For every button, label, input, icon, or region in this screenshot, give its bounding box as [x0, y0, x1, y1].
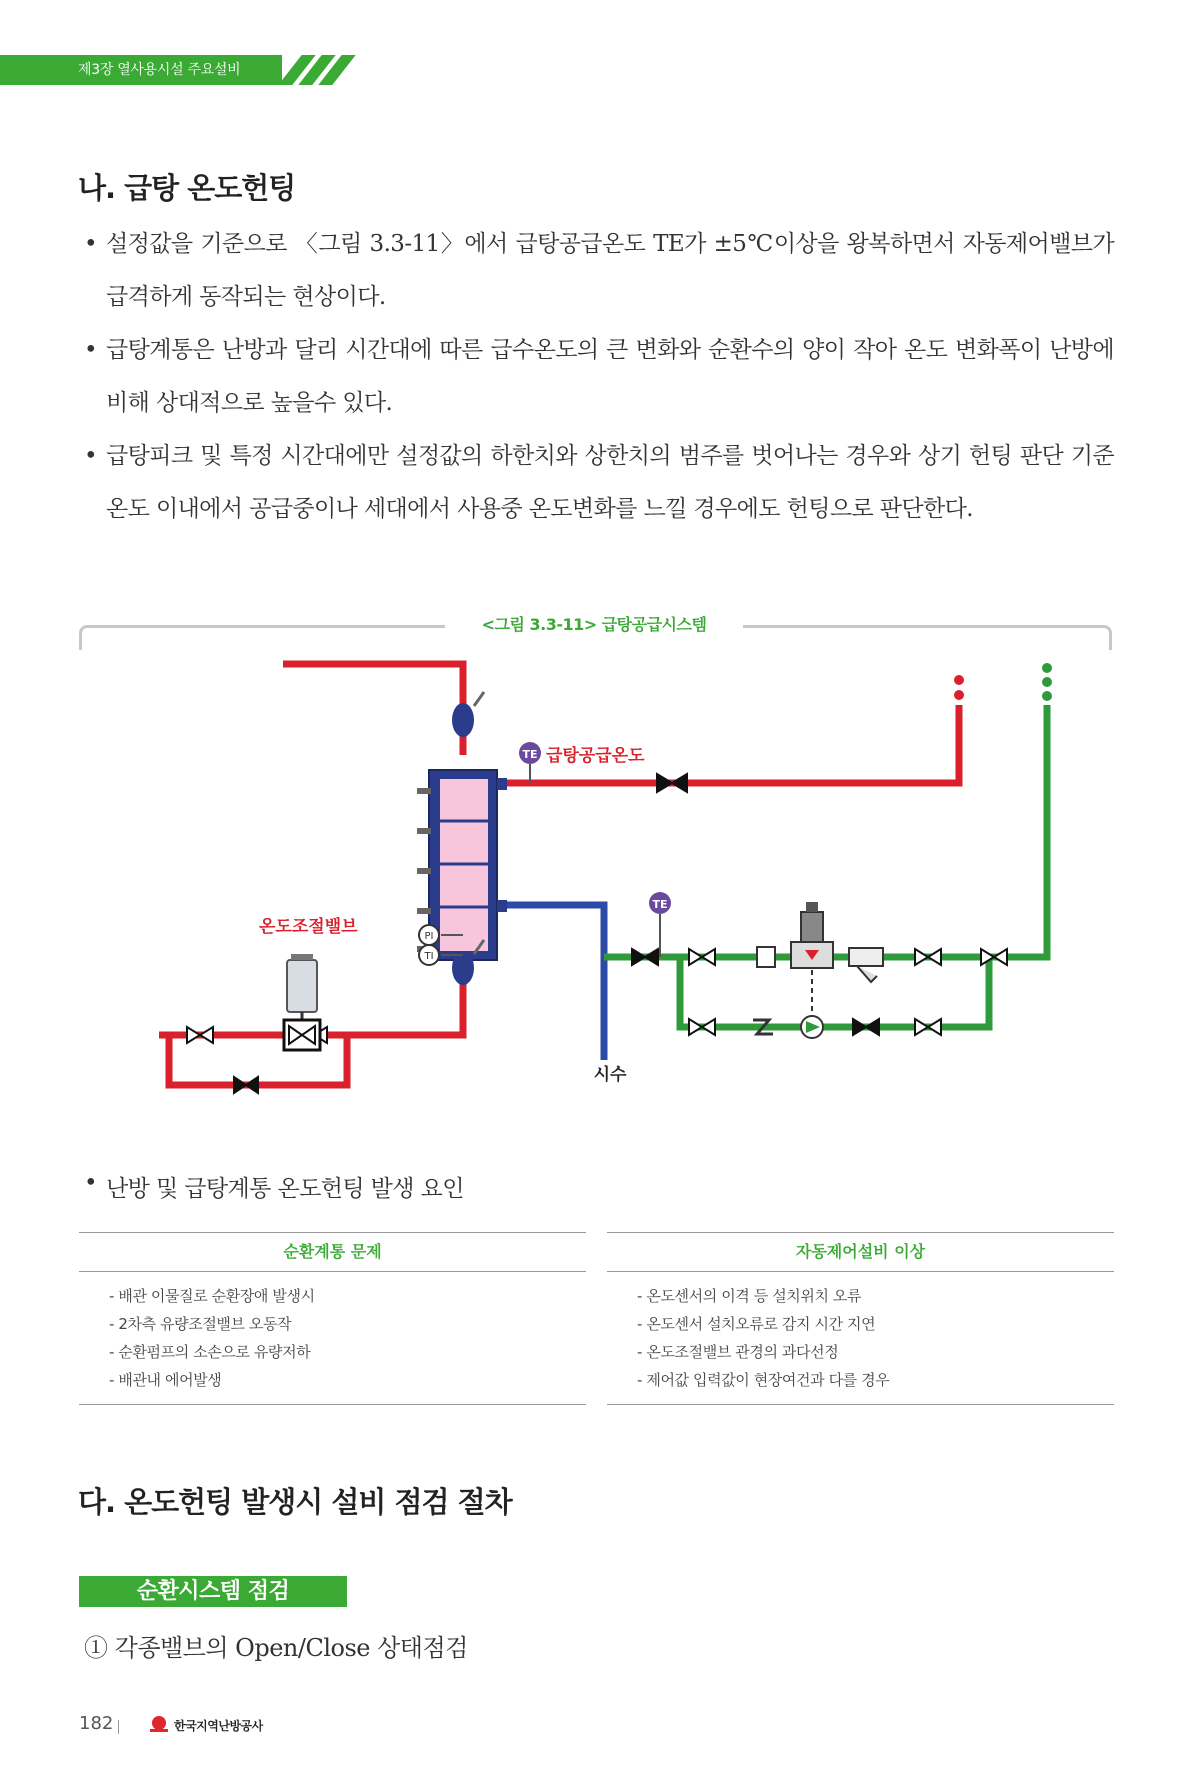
org-name: 한국지역난방공사 — [174, 1718, 263, 1733]
pi-label: PI — [424, 931, 434, 942]
valve-icon — [234, 1077, 258, 1093]
list-item: - 순환펌프의 소손으로 유량저하 — [109, 1343, 311, 1361]
pipe-dot — [1042, 691, 1052, 701]
valve-icon — [657, 774, 687, 792]
pipe-dot — [1042, 663, 1052, 673]
bullet-item: • 급탕피크 및 특정 시간대에만 설정값의 하한치와 상한치의 범주를 벗어나는 경우와 상기 헌팅 판단 기준온도 이내에서 공급중이나 세대에서 사용중 온도변화를 느낄 경우에도 헌팅으로 판단한다. — [84, 430, 1114, 536]
org-logo-icon — [148, 1715, 170, 1735]
chapter-header — [0, 55, 350, 85]
circulation-pump — [801, 1016, 823, 1038]
list-item: - 배관 이물질로 순환장애 발생시 — [109, 1287, 315, 1305]
pipe-dot — [1042, 677, 1052, 687]
list-item: - 배관내 에어발생 — [109, 1371, 222, 1389]
chapter-title: 제3장 열사용시설 주요설비 — [78, 62, 241, 78]
causes-right-header: 자동제어설비 이상 — [607, 1233, 1114, 1272]
temperature-control-valve — [284, 954, 320, 1050]
te-sensor-return — [649, 892, 671, 957]
list-item: - 2차측 유량조절밸브 오동작 — [109, 1315, 292, 1333]
city-water-label: 시수 — [593, 1065, 627, 1085]
causes-left-column — [79, 1232, 586, 1405]
causes-title: • 난방 및 급탕계통 온도헌팅 발생 요인 — [84, 1170, 464, 1203]
valve-icon — [853, 1019, 879, 1035]
list-item: - 제어값 입력값이 현장여건과 다를 경우 — [637, 1371, 890, 1389]
circulation-check-box: 순환시스템 점검 — [79, 1576, 347, 1607]
section-title-da: 다. 온도헌팅 발생시 설비 점검 절차 — [78, 1485, 512, 1519]
figure-caption: <그림 3.3-11> 급탕공급시스템 — [445, 610, 743, 640]
bullet-list — [84, 218, 1114, 536]
strainer-top — [452, 692, 484, 737]
valve-icon — [689, 949, 715, 965]
list-item: - 온도센서의 이격 등 설치위치 오류 — [637, 1287, 862, 1305]
flow-control-valve — [757, 902, 833, 968]
causes-right-list — [607, 1272, 1114, 1404]
control-valve-label: 온도조절밸브 — [259, 917, 358, 937]
bullet-item: • 급탕계통은 난방과 달리 시간대에 따른 급수온도의 큰 변화와 순환수의 양이 작아 온도 변화폭이 난방에 비해 상대적으로 높을수 있다. — [84, 324, 1114, 430]
page-number: 182 — [79, 1713, 114, 1734]
org-logo — [148, 1715, 263, 1735]
list-item: - 온도센서 설치오류로 감지 시간 지연 — [637, 1315, 876, 1333]
footer-divider — [118, 1720, 119, 1734]
bullet-item: • 설정값을 기준으로 〈그림 3.3-11〉에서 급탕공급온도 TE가 ±5℃이상을 왕복하면서 자동제어밸브가 급격하게 동작되는 현상이다. — [84, 218, 1114, 324]
valve-icon — [915, 949, 941, 965]
te-label: TE — [652, 898, 668, 911]
hot-water-supply-diagram — [79, 650, 1109, 1120]
valve-icon — [915, 1019, 941, 1035]
valve-icon — [187, 1027, 213, 1043]
te-sensor-supply — [519, 742, 541, 783]
section-title-na: 나. 급탕 온도헌팅 — [78, 171, 296, 205]
hot-water-pipes — [159, 664, 959, 1085]
causes-left-header: 순환계통 문제 — [79, 1233, 586, 1272]
list-item: - 온도조절밸브 관경의 과다선정 — [637, 1343, 839, 1361]
pipe-dot — [954, 675, 964, 685]
step-1: ① 각종밸브의 Open/Close 상태점검 — [84, 1634, 468, 1662]
supply-temp-label: 급탕공급온도 — [546, 746, 645, 766]
te-label: TE — [522, 748, 538, 761]
causes-left-list — [79, 1272, 586, 1404]
causes-right-column — [607, 1232, 1114, 1405]
return-pipes — [604, 705, 1047, 1027]
pipe-dot — [954, 690, 964, 700]
valve-icon — [981, 949, 1007, 965]
valve-icon — [689, 1019, 715, 1035]
valve-icon — [632, 949, 658, 965]
city-water-pipe — [499, 905, 604, 1060]
strainer-return — [849, 948, 883, 982]
ti-label: TI — [424, 951, 434, 962]
